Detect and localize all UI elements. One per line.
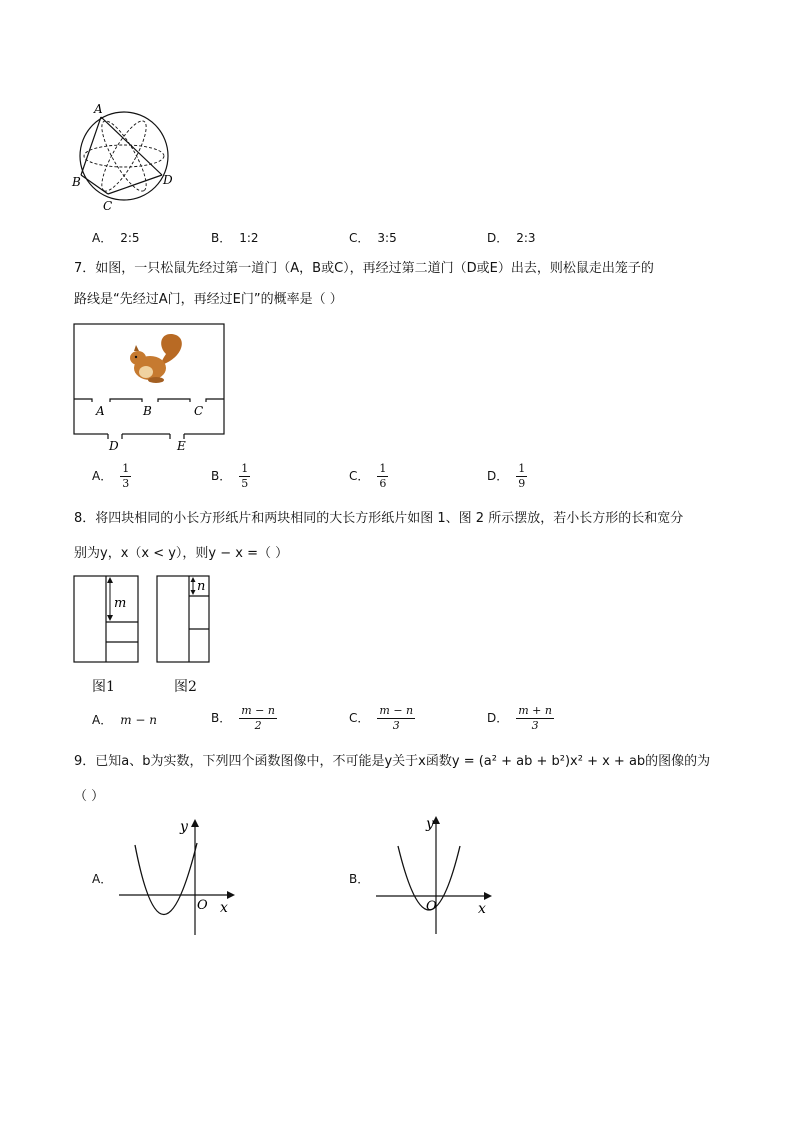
point-label-b: B xyxy=(72,175,81,189)
axis-x-label: x xyxy=(478,901,486,917)
q9-graph-a xyxy=(115,815,240,940)
q6-option-b[interactable] xyxy=(211,229,259,246)
fraction-denominator: 5 xyxy=(241,476,249,490)
q7-option-c-label: C． xyxy=(349,468,370,483)
q8-option-d[interactable] xyxy=(487,705,554,731)
q6-option-a-value: 2:5 xyxy=(120,231,140,245)
q9-option-a[interactable] xyxy=(92,870,112,887)
q7-option-d-fraction xyxy=(516,463,527,489)
fraction-denominator: 3 xyxy=(122,476,130,490)
q6-option-a[interactable] xyxy=(92,229,140,246)
fraction-denominator: 6 xyxy=(379,476,387,490)
label-n: n xyxy=(197,579,206,594)
origin-label: O xyxy=(426,899,437,914)
fraction-numerator: m − n xyxy=(379,704,414,717)
q6-option-a-label: A． xyxy=(92,231,113,245)
q7-option-a-fraction xyxy=(120,463,131,489)
q8-option-b[interactable] xyxy=(211,705,277,731)
q6-option-b-label: B． xyxy=(211,231,232,245)
q9-option-b[interactable] xyxy=(349,870,369,887)
point-label-d: D xyxy=(163,173,173,187)
axis-y-label: y xyxy=(426,816,434,832)
q9-option-b-label: B． xyxy=(349,872,370,886)
door-label-c: C xyxy=(194,404,204,418)
squirrel-icon xyxy=(130,334,182,383)
q6-option-d-label: D． xyxy=(487,231,509,245)
q9-question-line2: （ ） xyxy=(74,789,105,804)
fraction-numerator: 1 xyxy=(241,462,249,475)
fraction-numerator: 1 xyxy=(379,462,387,475)
point-label-c: C xyxy=(103,199,113,212)
q7-option-b[interactable] xyxy=(211,463,250,489)
q9-question-line1: 9．已知a、b为实数，下列四个函数图像中，不可能是y关于x函数y = (a² + ab + b²)x² + x + ab的图像的为 xyxy=(74,754,711,769)
q8-option-a-label: A． xyxy=(92,713,113,727)
q8-option-c-fraction xyxy=(377,705,415,731)
fraction-denominator: 9 xyxy=(518,476,526,490)
q7-option-b-label: B． xyxy=(211,468,232,483)
q9-option-a-label: A． xyxy=(92,872,113,886)
door-label-e: E xyxy=(177,439,186,453)
point-label-a: A xyxy=(94,102,103,116)
circle-figure xyxy=(70,100,180,212)
fraction-numerator: 1 xyxy=(518,462,526,475)
q7-option-c[interactable] xyxy=(349,463,388,489)
q6-option-b-value: 1:2 xyxy=(239,231,259,245)
q8-option-d-label: D． xyxy=(487,710,509,725)
q6-option-c-label: C． xyxy=(349,231,370,245)
q8-option-b-label: B． xyxy=(211,710,232,725)
cage-figure xyxy=(72,320,228,456)
q6-option-c-value: 3:5 xyxy=(377,231,397,245)
q8-question-line2: 别为y，x（x < y），则y − x =（ ） xyxy=(74,546,289,561)
rectangles-figure-2 xyxy=(155,574,225,666)
q6-option-c[interactable] xyxy=(349,229,397,246)
q8-question-line1: 8．将四块相同的小长方形纸片和两块相同的大长方形纸片如图 1、图 2 所示摆放，若小长方形的长和宽分 xyxy=(74,511,684,526)
q7-option-c-fraction xyxy=(377,463,388,489)
q8-option-c-label: C． xyxy=(349,710,370,725)
fraction-numerator: 1 xyxy=(122,462,130,475)
q6-option-d[interactable] xyxy=(487,229,536,246)
q8-option-a-value: m − n xyxy=(120,713,158,727)
q8-option-c[interactable] xyxy=(349,705,415,731)
fraction-denominator: 2 xyxy=(254,718,262,732)
fraction-denominator: 3 xyxy=(392,718,400,732)
q7-option-a[interactable] xyxy=(92,463,131,489)
axis-x-label: x xyxy=(220,900,228,916)
q7-option-d[interactable] xyxy=(487,463,527,489)
q7-option-b-fraction xyxy=(239,463,250,489)
fig2-caption: 图2 xyxy=(174,679,197,695)
fraction-numerator: m + n xyxy=(518,704,552,717)
door-label-a: A xyxy=(96,404,105,418)
q8-option-b-fraction xyxy=(239,705,277,731)
q8-option-d-fraction xyxy=(516,705,554,731)
fraction-denominator: 3 xyxy=(531,718,539,732)
q7-option-a-label: A． xyxy=(92,468,113,483)
q7-question-line1: 7．如图，一只松鼠先经过第一道门（A，B或C），再经过第二道门（D或E）出去，则松鼠走出笼子的 xyxy=(74,261,654,276)
fig1-caption: 图1 xyxy=(92,679,115,695)
label-m: m xyxy=(114,596,127,611)
q7-option-d-label: D． xyxy=(487,468,509,483)
door-label-d: D xyxy=(109,439,119,453)
axis-y-label: y xyxy=(180,819,188,835)
q6-option-d-value: 2:3 xyxy=(516,231,536,245)
q7-question-line2: 路线是“先经过A门，再经过E门”的概率是（ ） xyxy=(74,292,343,307)
fraction-numerator: m − n xyxy=(241,704,275,717)
origin-label: O xyxy=(197,898,208,913)
door-label-b: B xyxy=(143,404,152,418)
q9-graph-b xyxy=(372,812,497,937)
rectangles-figure-1 xyxy=(72,574,142,666)
q8-option-a[interactable] xyxy=(92,711,157,728)
